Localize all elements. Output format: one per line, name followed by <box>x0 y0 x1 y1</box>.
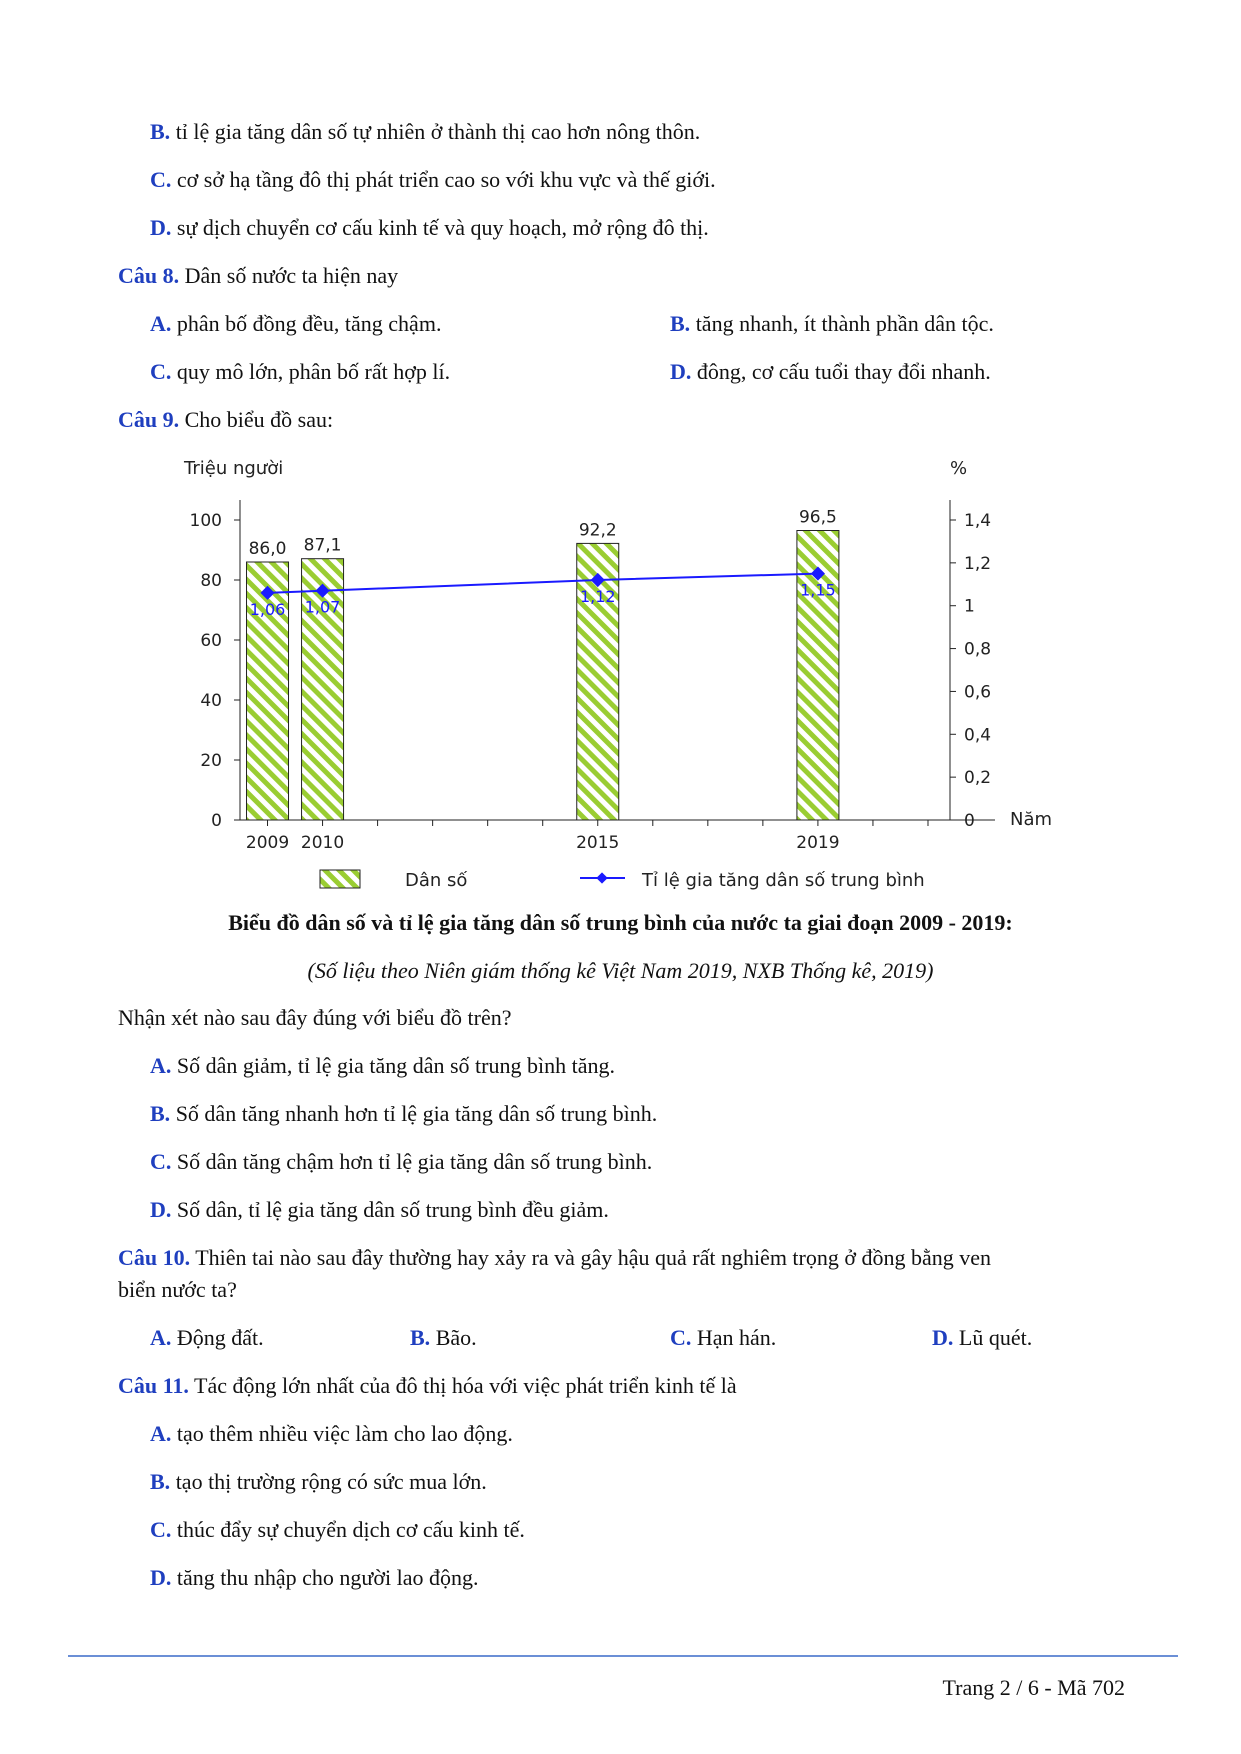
legend-label-rate: Tỉ lệ gia tăng dân số trung bình <box>642 870 925 891</box>
line-growth-rate <box>268 574 818 593</box>
y-right-axis-label: % <box>950 458 968 479</box>
q11-option-d <box>150 1564 478 1592</box>
option-label: B. <box>670 311 691 336</box>
q9-option-b <box>150 1100 657 1128</box>
option-text: Số dân tăng chậm hơn tỉ lệ gia tăng dân số trung bình. <box>176 1149 653 1174</box>
q9-option-a <box>150 1052 615 1080</box>
bar-value-label: 92,2 <box>578 520 617 541</box>
option-text: Số dân giảm, tỉ lệ gia tăng dân số trung bình tăng. <box>176 1053 615 1078</box>
q9-option-d <box>150 1196 609 1224</box>
option-text: tăng thu nhập cho người lao động. <box>176 1565 479 1590</box>
option-label: C. <box>150 1517 172 1542</box>
question-number: Câu 8. <box>118 263 180 288</box>
option-label: D. <box>150 1565 172 1590</box>
option-label: A. <box>150 1421 172 1446</box>
q10-stem <box>118 1244 991 1272</box>
option-text: Lũ quét. <box>958 1325 1033 1350</box>
x-axis-label: Năm <box>1010 809 1053 830</box>
option-label: B. <box>150 1101 171 1126</box>
option-label: C. <box>150 359 172 384</box>
legend-marker-rate <box>596 872 607 883</box>
point-value-label: 1,12 <box>579 587 616 606</box>
option-label: C. <box>150 167 172 192</box>
q8-option-d <box>670 358 991 386</box>
option-text: thúc đẩy sự chuyển dịch cơ cấu kinh tế. <box>176 1517 525 1542</box>
y-left-tick-label: 40 <box>200 691 222 711</box>
y-left-tick-label: 80 <box>200 571 222 591</box>
option-text: Động đất. <box>176 1325 264 1350</box>
option-label: D. <box>150 1197 172 1222</box>
x-tick-label: 2010 <box>300 833 345 853</box>
question-text: Dân số nước ta hiện nay <box>184 263 399 288</box>
q11-option-b <box>150 1468 487 1496</box>
bar-value-label: 96,5 <box>798 507 837 528</box>
x-tick-label: 2009 <box>245 833 290 853</box>
y-left-axis-label: Triệu người <box>184 458 284 479</box>
q9-stem <box>118 406 333 434</box>
option-text: Số dân tăng nhanh hơn tỉ lệ gia tăng dân số trung bình. <box>175 1101 658 1126</box>
q11-option-a <box>150 1420 513 1448</box>
q10-option-b <box>410 1324 477 1352</box>
q10-stem-continued: biển nước ta? <box>118 1277 237 1302</box>
y-right-tick-label: 0,4 <box>964 725 992 746</box>
point-value-label: 1,07 <box>304 597 341 617</box>
q11-stem <box>118 1372 737 1400</box>
y-right-tick-label: 1,4 <box>964 511 992 531</box>
q7-option-d <box>150 214 709 242</box>
option-text: tạo thị trường rộng có sức mua lớn. <box>175 1469 487 1494</box>
q11-option-c <box>150 1516 525 1544</box>
q8-option-b <box>670 310 994 338</box>
option-label: C. <box>670 1325 692 1350</box>
option-text: Hạn hán. <box>696 1325 777 1350</box>
question-text: Thiên tai nào sau đây thường hay xảy ra và gây hậu quả rất nghiêm trọng ở đồng bằng ven <box>195 1245 992 1270</box>
population-chart <box>170 450 1090 900</box>
q7-option-b <box>150 118 700 146</box>
bar-value-label: 86,0 <box>248 539 287 559</box>
x-tick-label: 2015 <box>576 833 620 853</box>
option-text: cơ sở hạ tầng đô thị phát triển cao so với khu vực và thế giới. <box>176 167 716 192</box>
question-number: Câu 10. <box>118 1245 191 1270</box>
option-text: tạo thêm nhiều việc làm cho lao động. <box>176 1421 513 1446</box>
y-right-tick-label: 0,8 <box>964 639 992 660</box>
option-text: Số dân, tỉ lệ gia tăng dân số trung bình đều giảm. <box>176 1197 609 1222</box>
option-text: tăng nhanh, ít thành phần dân tộc. <box>695 311 994 336</box>
question-number: Câu 11. <box>118 1373 189 1398</box>
q7-option-c <box>150 166 716 194</box>
q10-option-d <box>932 1324 1032 1352</box>
option-label: D. <box>150 215 172 240</box>
question-text: Cho biểu đồ sau: <box>184 407 334 432</box>
y-left-tick-label: 0 <box>211 811 222 831</box>
option-text: tỉ lệ gia tăng dân số tự nhiên ở thành thị cao hơn nông thôn. <box>175 119 701 144</box>
chart-caption-source: (Số liệu theo Niên giám thống kê Việt Nam 2019, NXB Thống kê, 2019) <box>307 958 934 983</box>
q10-option-c <box>670 1324 776 1352</box>
chart-caption-title: Biểu đồ dân số và tỉ lệ gia tăng dân số trung bình của nước ta giai đoạn 2009 - 2019: <box>228 910 1013 935</box>
option-label: B. <box>150 119 171 144</box>
y-right-tick-label: 1 <box>964 596 975 617</box>
y-left-tick-label: 60 <box>200 631 222 651</box>
option-text: đông, cơ cấu tuổi thay đổi nhanh. <box>696 359 991 384</box>
option-text: sự dịch chuyển cơ cấu kinh tế và quy hoạch, mở rộng đô thị. <box>176 215 709 240</box>
legend-label-population: Dân số <box>405 870 468 891</box>
option-text: quy mô lớn, phân bố rất hợp lí. <box>176 359 451 384</box>
footer-divider <box>68 1655 1178 1657</box>
y-right-tick-label: 0 <box>964 811 975 831</box>
bar-value-label: 87,1 <box>303 535 342 556</box>
point-value-label: 1,06 <box>249 599 286 619</box>
q8-option-c <box>150 358 450 386</box>
option-label: B. <box>410 1325 431 1350</box>
chart-plot-area <box>190 500 995 853</box>
q10-option-a <box>150 1324 264 1352</box>
option-text: Bão. <box>435 1325 477 1350</box>
q9-option-c <box>150 1148 652 1176</box>
q9-question: Nhận xét nào sau đây đúng với biểu đồ trên? <box>118 1005 512 1030</box>
q8-option-a <box>150 310 441 338</box>
option-text: phân bố đồng đều, tăng chậm. <box>176 311 442 336</box>
option-label: A. <box>150 1053 172 1078</box>
y-left-tick-label: 100 <box>189 511 222 531</box>
x-tick-label: 2019 <box>796 833 840 853</box>
point-value-label: 1,15 <box>800 580 836 600</box>
legend-swatch-population <box>320 870 360 888</box>
y-left-tick-label: 20 <box>200 751 222 771</box>
y-right-tick-label: 0,6 <box>964 682 992 703</box>
option-label: B. <box>150 1469 171 1494</box>
option-label: A. <box>150 1325 172 1350</box>
question-number: Câu 9. <box>118 407 180 432</box>
option-label: D. <box>670 359 692 384</box>
option-label: A. <box>150 311 172 336</box>
y-right-tick-label: 0,2 <box>964 768 992 789</box>
page-footer: Trang 2 / 6 - Mã 702 <box>942 1675 1125 1700</box>
option-label: D. <box>932 1325 954 1350</box>
question-text: Tác động lớn nhất của đô thị hóa với việc phát triển kinh tế là <box>194 1373 737 1398</box>
option-label: C. <box>150 1149 172 1174</box>
y-right-tick-label: 1,2 <box>964 553 992 574</box>
q8-stem <box>118 262 398 290</box>
